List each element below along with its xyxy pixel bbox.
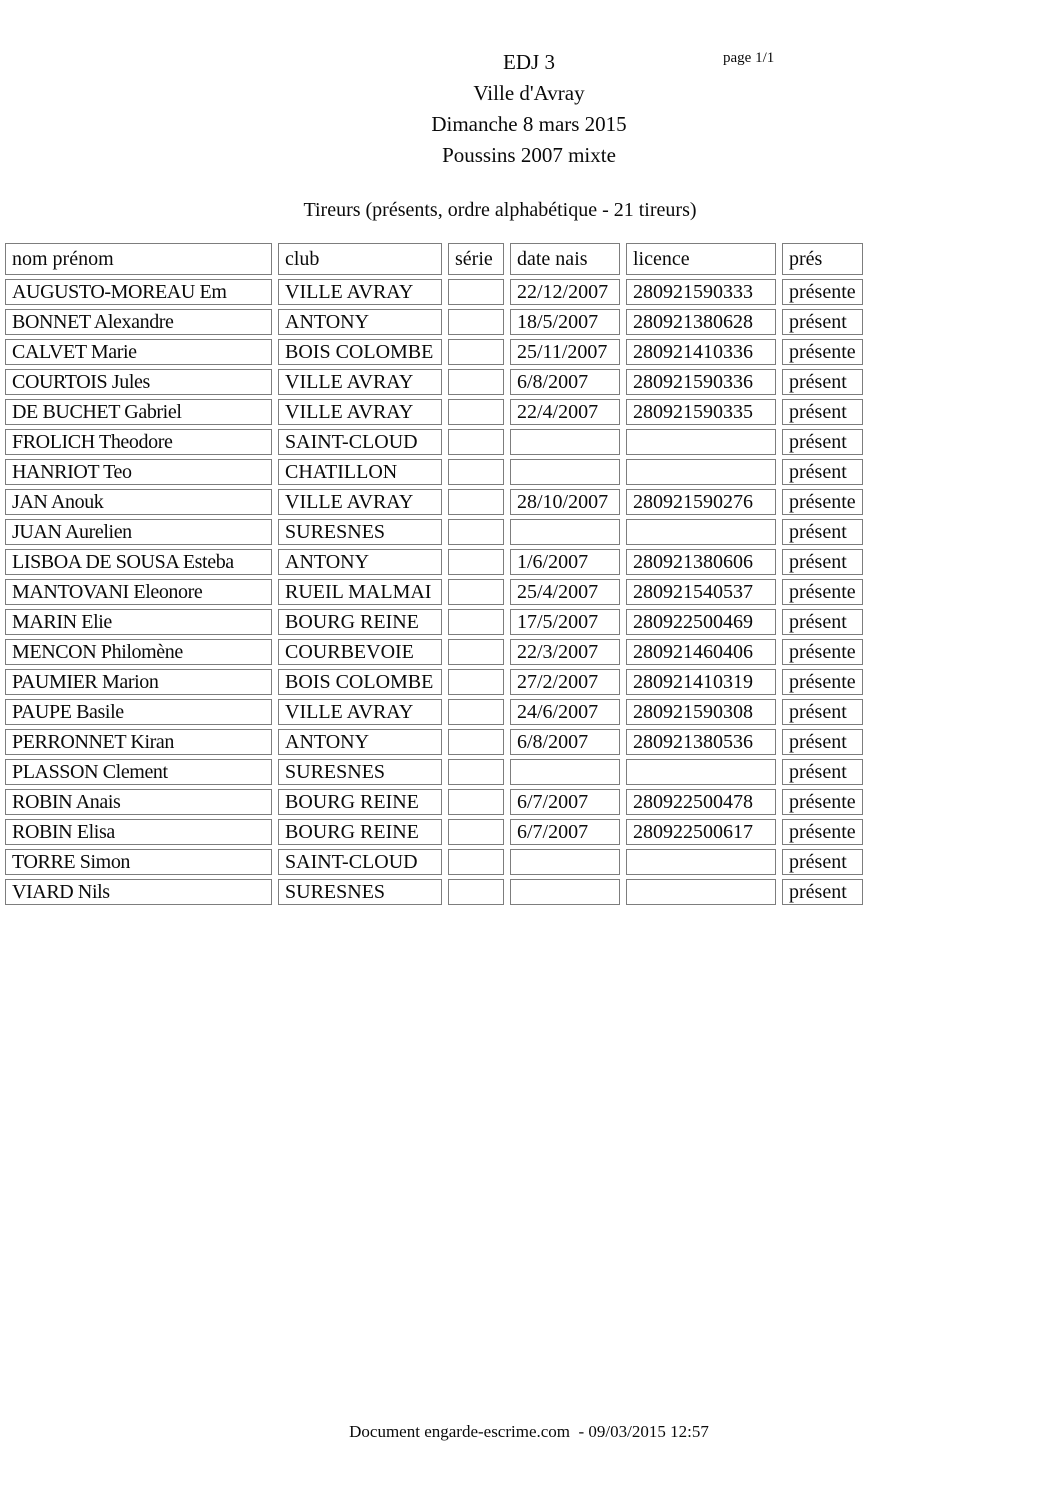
table-row [5, 399, 863, 425]
cell-date-nais: 25/11/2007 [510, 339, 620, 365]
cell-licence: 280921540537 [626, 579, 776, 605]
cell-serie [448, 729, 504, 755]
cell-pres: présente [782, 669, 863, 695]
cell-serie [448, 819, 504, 845]
table-row [5, 849, 863, 875]
cell-nom-prenom: PERRONNET Kiran [5, 729, 272, 755]
cell-serie [448, 879, 504, 905]
cell-date-nais [510, 519, 620, 545]
cell-club: COURBEVOIE [278, 639, 442, 665]
cell-licence: 280922500478 [626, 789, 776, 815]
cell-serie [448, 369, 504, 395]
cell-serie [448, 489, 504, 515]
cell-pres: présent [782, 309, 863, 335]
cell-licence [626, 849, 776, 875]
date-subtitle: Dimanche 8 mars 2015 [431, 112, 627, 136]
cell-pres: présente [782, 579, 863, 605]
cell-date-nais: 22/4/2007 [510, 399, 620, 425]
cell-serie [448, 309, 504, 335]
cell-club: VILLE AVRAY [278, 489, 442, 515]
category-subtitle: Poussins 2007 mixte [442, 143, 616, 167]
cell-licence: 280921410336 [626, 339, 776, 365]
table-row [5, 309, 863, 335]
table-row [5, 489, 863, 515]
cell-serie [448, 699, 504, 725]
table-row [5, 789, 863, 815]
cell-serie [448, 399, 504, 425]
cell-pres: présente [782, 789, 863, 815]
cell-pres: présent [782, 399, 863, 425]
cell-nom-prenom: COURTOIS Jules [5, 369, 272, 395]
cell-pres: présent [782, 549, 863, 575]
table-row [5, 879, 863, 905]
cell-pres: présent [782, 369, 863, 395]
cell-nom-prenom: PLASSON Clement [5, 759, 272, 785]
column-header-date-nais: date nais [510, 243, 620, 275]
cell-pres: présent [782, 849, 863, 875]
cell-licence: 280921410319 [626, 669, 776, 695]
cell-club: SURESNES [278, 879, 442, 905]
cell-licence: 280921590308 [626, 699, 776, 725]
cell-date-nais [510, 429, 620, 455]
cell-serie [448, 609, 504, 635]
cell-club: BOIS COLOMBE [278, 669, 442, 695]
cell-nom-prenom: LISBOA DE SOUSA Esteba [5, 549, 272, 575]
cell-club: ANTONY [278, 729, 442, 755]
cell-pres: présent [782, 759, 863, 785]
cell-serie [448, 339, 504, 365]
cell-pres: présente [782, 339, 863, 365]
cell-pres: présente [782, 489, 863, 515]
cell-licence [626, 519, 776, 545]
venue-subtitle: Ville d'Avray [473, 81, 585, 105]
cell-pres: présente [782, 639, 863, 665]
cell-date-nais: 17/5/2007 [510, 609, 620, 635]
cell-licence: 280921380628 [626, 309, 776, 335]
cell-licence [626, 459, 776, 485]
cell-club: VILLE AVRAY [278, 699, 442, 725]
cell-licence: 280922500617 [626, 819, 776, 845]
fencers-table [0, 239, 869, 909]
cell-date-nais [510, 879, 620, 905]
cell-pres: présent [782, 729, 863, 755]
cell-serie [448, 429, 504, 455]
table-row [5, 459, 863, 485]
cell-serie [448, 279, 504, 305]
cell-pres: présent [782, 459, 863, 485]
table-row [5, 369, 863, 395]
cell-licence: 280921590335 [626, 399, 776, 425]
cell-club: VILLE AVRAY [278, 279, 442, 305]
fencers-table-body [5, 279, 863, 905]
cell-date-nais: 25/4/2007 [510, 579, 620, 605]
cell-serie [448, 639, 504, 665]
cell-serie [448, 789, 504, 815]
cell-club: BOIS COLOMBE [278, 339, 442, 365]
cell-club: ANTONY [278, 549, 442, 575]
cell-nom-prenom: MENCON Philomène [5, 639, 272, 665]
cell-pres: présente [782, 819, 863, 845]
cell-serie [448, 549, 504, 575]
table-row [5, 429, 863, 455]
cell-nom-prenom: CALVET Marie [5, 339, 272, 365]
cell-club: RUEIL MALMAI [278, 579, 442, 605]
column-header-licence: licence [626, 243, 776, 275]
cell-club: VILLE AVRAY [278, 369, 442, 395]
cell-nom-prenom: VIARD Nils [5, 879, 272, 905]
table-row [5, 639, 863, 665]
column-header-serie: série [448, 243, 504, 275]
cell-pres: présent [782, 519, 863, 545]
cell-nom-prenom: TORRE Simon [5, 849, 272, 875]
cell-nom-prenom: ROBIN Anais [5, 789, 272, 815]
cell-date-nais: 6/8/2007 [510, 369, 620, 395]
cell-date-nais: 24/6/2007 [510, 699, 620, 725]
cell-date-nais: 28/10/2007 [510, 489, 620, 515]
cell-serie [448, 669, 504, 695]
cell-licence [626, 429, 776, 455]
cell-licence: 280921460406 [626, 639, 776, 665]
cell-pres: présent [782, 429, 863, 455]
cell-date-nais: 27/2/2007 [510, 669, 620, 695]
cell-club: ANTONY [278, 309, 442, 335]
table-row [5, 549, 863, 575]
cell-serie [448, 519, 504, 545]
table-row [5, 759, 863, 785]
cell-licence [626, 879, 776, 905]
cell-licence: 280921590336 [626, 369, 776, 395]
cell-date-nais: 6/7/2007 [510, 819, 620, 845]
cell-date-nais: 6/7/2007 [510, 789, 620, 815]
table-row [5, 699, 863, 725]
cell-nom-prenom: AUGUSTO-MOREAU Em [5, 279, 272, 305]
cell-club: BOURG REINE [278, 609, 442, 635]
cell-date-nais [510, 759, 620, 785]
cell-club: SURESNES [278, 519, 442, 545]
table-row [5, 669, 863, 695]
column-header-club: club [278, 243, 442, 275]
cell-nom-prenom: BONNET Alexandre [5, 309, 272, 335]
competition-title: EDJ 3 [503, 50, 555, 74]
cell-nom-prenom: ROBIN Elisa [5, 819, 272, 845]
cell-nom-prenom: HANRIOT Teo [5, 459, 272, 485]
cell-club: SAINT-CLOUD [278, 429, 442, 455]
cell-club: SURESNES [278, 759, 442, 785]
cell-club: VILLE AVRAY [278, 399, 442, 425]
cell-licence: 280922500469 [626, 609, 776, 635]
document-header [0, 47, 1058, 171]
cell-serie [448, 459, 504, 485]
cell-nom-prenom: PAUPE Basile [5, 699, 272, 725]
cell-pres: présent [782, 609, 863, 635]
cell-licence: 280921590333 [626, 279, 776, 305]
cell-nom-prenom: PAUMIER Marion [5, 669, 272, 695]
table-row [5, 609, 863, 635]
cell-pres: présente [782, 279, 863, 305]
section-title: Tireurs (présents, ordre alphabétique - 21 tireurs) [303, 199, 697, 221]
cell-licence: 280921380606 [626, 549, 776, 575]
cell-date-nais: 18/5/2007 [510, 309, 620, 335]
cell-nom-prenom: MANTOVANI Eleonore [5, 579, 272, 605]
column-header-pres: prés [782, 243, 863, 275]
cell-date-nais [510, 459, 620, 485]
cell-licence [626, 759, 776, 785]
table-row [5, 279, 863, 305]
cell-licence: 280921590276 [626, 489, 776, 515]
cell-club: SAINT-CLOUD [278, 849, 442, 875]
header-row [5, 243, 863, 275]
cell-serie [448, 759, 504, 785]
table-row [5, 339, 863, 365]
cell-nom-prenom: MARIN Elie [5, 609, 272, 635]
cell-club: BOURG REINE [278, 819, 442, 845]
page-number: page 1/1 [723, 50, 775, 66]
cell-club: CHATILLON [278, 459, 442, 485]
cell-licence: 280921380536 [626, 729, 776, 755]
document-footer: Document engarde-escrime.com - 09/03/2015 12:57 [349, 1422, 709, 1441]
cell-serie [448, 579, 504, 605]
cell-nom-prenom: JAN Anouk [5, 489, 272, 515]
table-row [5, 579, 863, 605]
cell-date-nais: 1/6/2007 [510, 549, 620, 575]
fencers-table-header [5, 243, 863, 275]
table-row [5, 519, 863, 545]
cell-serie [448, 849, 504, 875]
cell-date-nais: 22/3/2007 [510, 639, 620, 665]
cell-club: BOURG REINE [278, 789, 442, 815]
cell-nom-prenom: FROLICH Theodore [5, 429, 272, 455]
table-row [5, 819, 863, 845]
table-row [5, 729, 863, 755]
column-header-name: nom prénom [5, 243, 272, 275]
cell-date-nais: 22/12/2007 [510, 279, 620, 305]
cell-date-nais: 6/8/2007 [510, 729, 620, 755]
cell-nom-prenom: DE BUCHET Gabriel [5, 399, 272, 425]
cell-pres: présent [782, 699, 863, 725]
cell-pres: présent [782, 879, 863, 905]
cell-nom-prenom: JUAN Aurelien [5, 519, 272, 545]
cell-date-nais [510, 849, 620, 875]
